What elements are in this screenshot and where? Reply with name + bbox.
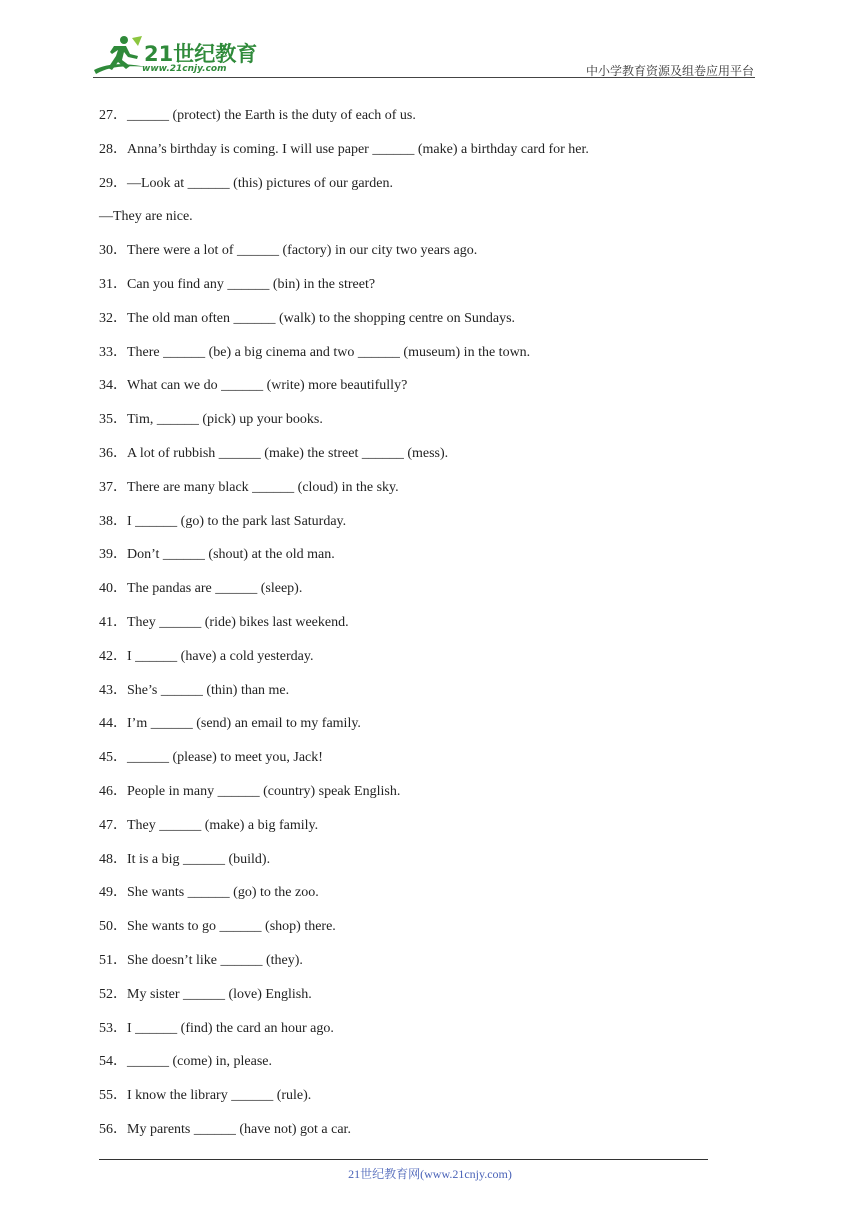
question-31: 31．Can you find any ______ (bin) in the street? (99, 276, 376, 292)
logo-url: www.21cnjy.com (142, 64, 227, 74)
question-37: 37．There are many black ______ (cloud) in the sky. (99, 479, 399, 495)
question-27: 27．______ (protect) the Earth is the duty of each of us. (99, 108, 416, 123)
question-47: 47．They ______ (make) a big family. (99, 817, 319, 833)
question-53: 53．I ______ (find) the card an hour ago. (99, 1020, 334, 1036)
question-42: 42．I ______ (have) a cold yesterday. (99, 648, 314, 664)
question-43: 43．She’s ______ (thin) than me. (99, 682, 290, 698)
question-30: 30．There were a lot of ______ (factory) in our city two years ago. (99, 243, 478, 259)
footer-divider (99, 1159, 708, 1160)
question-33: 33．There ______ (be) a big cinema and two ______ (museum) in the town. (99, 344, 531, 360)
question-list (99, 106, 589, 1154)
question-50: 50．She wants to go ______ (shop) there. (99, 919, 336, 935)
question-34: 34．What can we do ______ (write) more beautifully? (99, 378, 408, 394)
question-29: 29．—Look at ______ (this) pictures of our garden. (99, 175, 393, 191)
question-54: 54．______ (come) in, please. (99, 1054, 273, 1070)
question-48: 48．It is a big ______ (build). (99, 851, 271, 867)
question-44: 44．I’m ______ (send) an email to my family. (99, 716, 361, 732)
header-divider (93, 77, 755, 78)
platform-name: 中小学教育资源及组卷应用平台 (585, 64, 754, 78)
question-55: 55．I know the library ______ (rule). (99, 1088, 312, 1104)
question-46: 46．People in many ______ (country) speak English. (99, 783, 401, 799)
site-logo (92, 34, 262, 78)
logo-name: 21世纪教育 (144, 42, 258, 66)
question-51: 51．She doesn’t like ______ (they). (99, 952, 303, 968)
question-40: 40．The pandas are ______ (sleep). (99, 581, 303, 597)
question-56: 56．My parents ______ (have not) got a car. (99, 1121, 351, 1137)
page-header (0, 0, 860, 80)
question-41: 41．They ______ (ride) bikes last weekend. (99, 614, 349, 630)
question-39: 39．Don’t ______ (shout) at the old man. (99, 547, 335, 563)
question-52: 52．My sister ______ (love) English. (99, 986, 312, 1002)
question-29-answer: —They are nice. (99, 209, 193, 225)
question-28: 28．Anna’s birthday is coming. I will use paper ______ (make) a birthday card for her. (99, 141, 589, 157)
question-36: 36．A lot of rubbish ______ (make) the street ______ (mess). (99, 445, 449, 461)
runner-icon (92, 34, 148, 78)
question-49: 49．She wants ______ (go) to the zoo. (99, 885, 319, 901)
question-38: 38．I ______ (go) to the park last Saturday. (99, 513, 347, 529)
question-32: 32．The old man often ______ (walk) to the shopping centre on Sundays. (99, 310, 516, 326)
question-45: 45．______ (please) to meet you, Jack! (99, 750, 323, 766)
page-footer: 21世纪教育网(www.21cnjy.com) (348, 1167, 512, 1181)
question-35: 35．Tim, ______ (pick) up your books. (99, 412, 323, 428)
